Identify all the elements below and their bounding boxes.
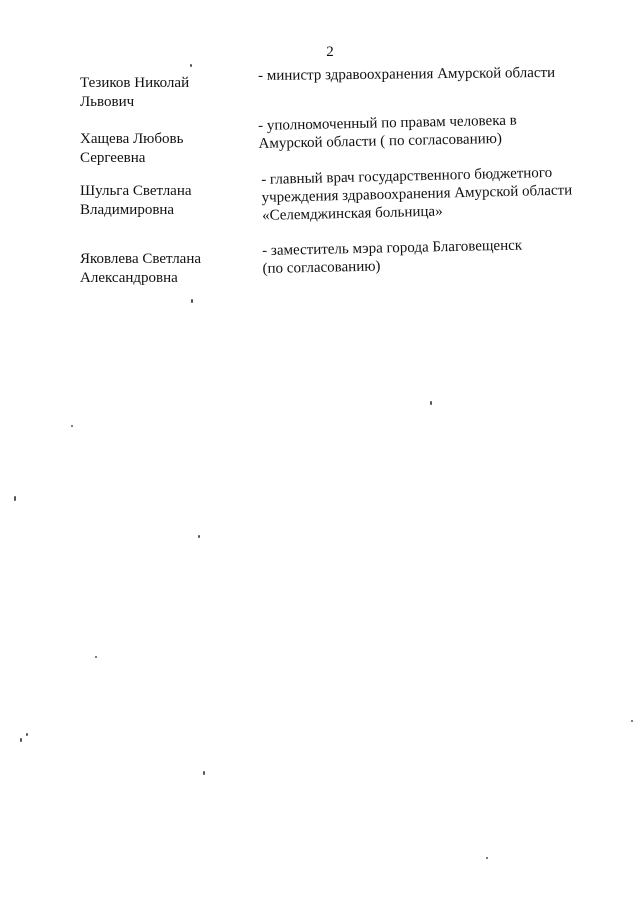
- member-name: Хащева Любовь Сергеевна: [80, 131, 184, 166]
- member-role: - министр здравоохранения Амурской области: [258, 64, 556, 84]
- member-role: - уполномоченный по правам человека в Амурской области ( по согласованию): [258, 112, 517, 152]
- member-role: - главный врач государственного бюджетного учреждения здравоохранения Амурской области «Селемджинская больница»: [261, 164, 573, 224]
- scan-speck: [191, 299, 193, 303]
- scan-speck: [430, 401, 432, 405]
- member-name: Тезиков Николай Львович: [80, 75, 190, 110]
- scan-speck: [190, 64, 192, 67]
- member-name: Шульга Светлана Владимировна: [80, 183, 192, 218]
- scan-speck: [14, 496, 16, 501]
- scan-speck: [95, 656, 97, 658]
- member-name: Яковлева Светлана Александровна: [80, 251, 202, 286]
- scan-speck: [486, 857, 488, 859]
- scan-speck: [198, 535, 200, 538]
- member-role: - заместитель мэра города Благовещенск (по согласованию): [262, 237, 523, 277]
- scan-speck: [20, 738, 22, 742]
- page-number: 2: [326, 44, 334, 60]
- scan-speck: [26, 733, 28, 736]
- scan-speck: [203, 771, 205, 775]
- scan-speck: [71, 425, 73, 427]
- scan-speck: [631, 720, 633, 722]
